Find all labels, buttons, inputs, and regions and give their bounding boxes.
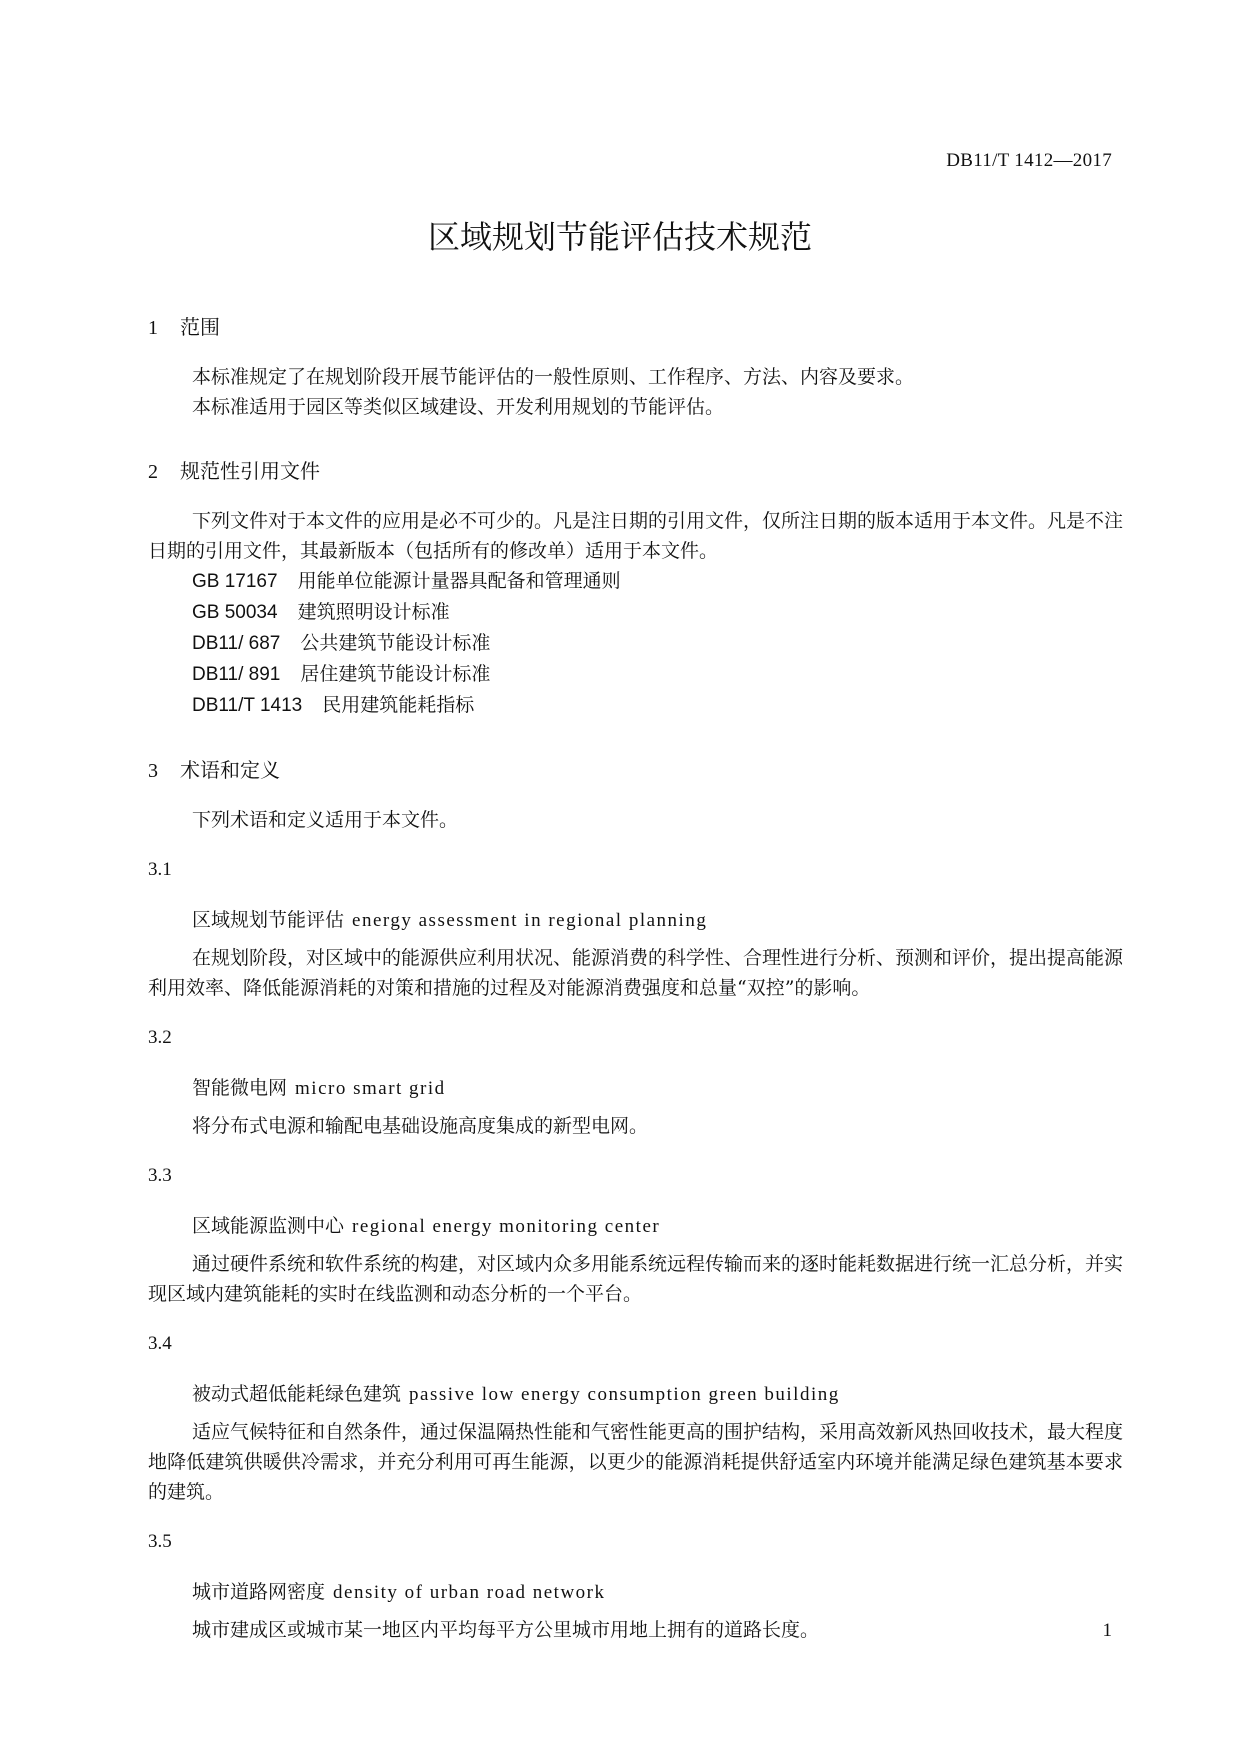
term-definition: 通过硬件系统和软件系统的构建，对区域内众多用能系统远程传输而来的逐时能耗数据进行统一汇总分析，并实现区域内建筑能耗的实时在线监测和动态分析的一个平台。	[148, 1253, 1124, 1305]
reference-item	[148, 628, 1123, 659]
term-en: regional energy monitoring center	[352, 1216, 661, 1237]
term-zh: 智能微电网	[192, 1077, 288, 1099]
section-heading-scope	[148, 312, 1123, 342]
term-entry	[148, 1379, 1123, 1409]
section-title: 术语和定义	[180, 758, 280, 782]
section-title: 规范性引用文件	[180, 459, 320, 483]
term-en: energy assessment in regional planning	[352, 910, 708, 931]
clause-number: 3.4	[148, 1333, 172, 1354]
section-number: 2	[148, 461, 158, 483]
paragraph: 下列术语和定义适用于本文件。	[192, 809, 459, 831]
clause-number: 3.3	[148, 1165, 172, 1186]
term-zh: 城市道路网密度	[192, 1581, 326, 1603]
section-heading-normative-references	[148, 456, 1123, 486]
reference-title: 公共建筑节能设计标准	[300, 632, 491, 654]
paragraph: 本标准适用于园区等类似区域建设、开发利用规划的节能评估。	[192, 396, 725, 418]
term-entry	[148, 1073, 1123, 1103]
term-entry	[148, 1577, 1123, 1607]
reference-item	[148, 690, 1123, 721]
section-heading-terms-definitions	[148, 755, 1123, 785]
document-body	[148, 312, 1123, 1645]
reference-code: DB11/ 891	[192, 664, 281, 685]
reference-title: 居住建筑节能设计标准	[300, 663, 491, 685]
reference-code: GB 50034	[192, 602, 278, 623]
section-number: 3	[148, 760, 158, 782]
reference-code: DB11/T 1413	[192, 695, 303, 716]
term-definition: 将分布式电源和输配电基础设施高度集成的新型电网。	[192, 1115, 649, 1137]
term-zh: 区域规划节能评估	[192, 909, 345, 931]
term-zh: 被动式超低能耗绿色建筑	[192, 1383, 402, 1405]
term-definition: 适应气候特征和自然条件，通过保温隔热性能和气密性能更高的围护结构，采用高效新风热回收技术，最大程度地降低建筑供暖供冷需求，并充分利用可再生能源，以更少的能源消耗提供舒适室内环境并能满足绿色建筑基本要求的建筑。	[148, 1421, 1124, 1503]
term-definition: 城市建成区或城市某一地区内平均每平方公里城市用地上拥有的道路长度。	[192, 1619, 820, 1641]
page-number: 1	[1102, 1620, 1112, 1641]
term-entry	[148, 905, 1123, 935]
term-definition: 在规划阶段，对区域中的能源供应利用状况、能源消费的科学性、合理性进行分析、预测和评价，提出提高能源利用效率、降低能源消耗的对策和措施的过程及对能源消费强度和总量“双控”的影响。	[148, 947, 1124, 999]
standard-number: DB11/T 1412—2017	[946, 150, 1112, 171]
section-number: 1	[148, 317, 158, 339]
reference-code: GB 17167	[192, 571, 278, 592]
clause-number: 3.1	[148, 859, 172, 880]
reference-item	[148, 659, 1123, 690]
clause-number: 3.5	[148, 1531, 172, 1552]
reference-code: DB11/ 687	[192, 633, 281, 654]
term-en: density of urban road network	[333, 1582, 606, 1603]
section-title: 范围	[180, 315, 220, 339]
term-en: micro smart grid	[295, 1078, 446, 1099]
term-en: passive low energy consumption green building	[409, 1384, 840, 1405]
term-entry	[148, 1211, 1123, 1241]
reference-item	[148, 566, 1123, 597]
term-zh: 区域能源监测中心	[192, 1215, 345, 1237]
paragraph: 本标准规定了在规划阶段开展节能评估的一般性原则、工作程序、方法、内容及要求。	[192, 366, 915, 388]
document-title: 区域规划节能评估技术规范	[427, 218, 812, 256]
paragraph: 下列文件对于本文件的应用是必不可少的。凡是注日期的引用文件，仅所注日期的版本适用于本文件。凡是不注日期的引用文件，其最新版本（包括所有的修改单）适用于本文件。	[148, 510, 1124, 562]
reference-title: 建筑照明设计标准	[297, 601, 450, 623]
reference-title: 用能单位能源计量器具配备和管理通则	[297, 570, 621, 592]
reference-item	[148, 597, 1123, 628]
reference-title: 民用建筑能耗指标	[322, 694, 475, 716]
clause-number: 3.2	[148, 1027, 172, 1048]
